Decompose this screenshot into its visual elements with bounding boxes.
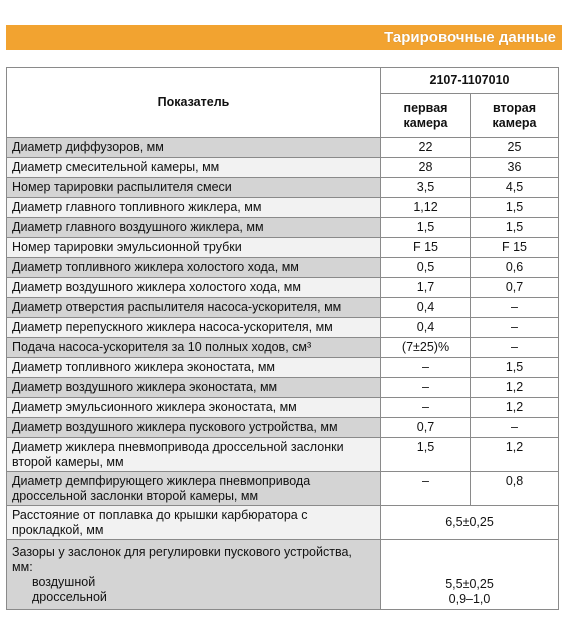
table-row <box>7 298 559 318</box>
parameter-name: Диаметр воздушного жиклера эконостата, мм <box>7 378 381 398</box>
second-chamber-value: 4,5 <box>471 178 559 198</box>
first-chamber-value: F 15 <box>381 238 471 258</box>
second-chamber-header: вторая камера <box>471 94 559 138</box>
parameter-name: Подача насоса-ускорителя за 10 полных ходов, см³ <box>7 338 381 358</box>
parameter-name: Диаметр отверстия распылителя насоса-ускорителя, мм <box>7 298 381 318</box>
parameter-name: Диаметр диффузоров, мм <box>7 138 381 158</box>
table-row <box>7 358 559 378</box>
table-row <box>7 418 559 438</box>
top-band <box>0 0 564 22</box>
second-chamber-value: – <box>471 318 559 338</box>
table-row <box>7 398 559 418</box>
second-chamber-value: 36 <box>471 158 559 178</box>
first-chamber-value: 0,4 <box>381 318 471 338</box>
section-title: Тарировочные данные <box>384 29 556 46</box>
first-chamber-value: 1,7 <box>381 278 471 298</box>
parameter-name: Диаметр топливного жиклера холостого хода, мм <box>7 258 381 278</box>
second-chamber-value: – <box>471 338 559 358</box>
parameter-name: Диаметр главного топливного жиклера, мм <box>7 198 381 218</box>
second-chamber-value: 0,6 <box>471 258 559 278</box>
parameter-name: Диаметр главного воздушного жиклера, мм <box>7 218 381 238</box>
second-chamber-value: F 15 <box>471 238 559 258</box>
calibration-table-container <box>6 67 558 610</box>
first-chamber-value: 3,5 <box>381 178 471 198</box>
table-row <box>7 218 559 238</box>
param-column-header: Показатель <box>7 68 381 138</box>
gap-label: Зазоры у заслонок для регулировки пускового устройства, мм: <box>12 544 352 574</box>
parameter-name: Диаметр воздушного жиклера пускового устройства, мм <box>7 418 381 438</box>
second-chamber-value: 1,5 <box>471 358 559 378</box>
parameter-name: Диаметр топливного жиклера эконостата, мм <box>7 358 381 378</box>
second-chamber-value: 1,2 <box>471 378 559 398</box>
parameter-name: Диаметр воздушного жиклера холостого хода, мм <box>7 278 381 298</box>
table-row <box>7 378 559 398</box>
second-chamber-value: 25 <box>471 138 559 158</box>
parameter-name: Диаметр жиклера пневмопривода дроссельной заслонки второй камеры, мм <box>7 438 381 472</box>
calibration-table <box>6 67 559 610</box>
gap-air-value: 5,5±0,25 <box>445 577 494 591</box>
first-chamber-value: 28 <box>381 158 471 178</box>
first-chamber-value: 22 <box>381 138 471 158</box>
second-chamber-value: – <box>471 418 559 438</box>
table-row <box>7 258 559 278</box>
gap-throttle-label: дроссельной <box>32 589 107 604</box>
section-title-banner <box>6 25 562 50</box>
parameter-name: Номер тарировки распылителя смеси <box>7 178 381 198</box>
first-chamber-value: – <box>381 358 471 378</box>
float-distance-row <box>7 506 559 540</box>
parameter-name: Диаметр смесительной камеры, мм <box>7 158 381 178</box>
gap-throttle-value: 0,9–1,0 <box>448 592 491 606</box>
table-row <box>7 438 559 472</box>
second-chamber-value: 1,2 <box>471 438 559 472</box>
gap-row <box>7 540 559 610</box>
first-chamber-value: 1,12 <box>381 198 471 218</box>
second-chamber-value: 1,5 <box>471 198 559 218</box>
table-row <box>7 138 559 158</box>
table-row <box>7 278 559 298</box>
table-body <box>7 138 559 506</box>
first-chamber-value: 0,7 <box>381 418 471 438</box>
first-chamber-value: – <box>381 398 471 418</box>
first-chamber-value: – <box>381 472 471 506</box>
first-chamber-value: 1,5 <box>381 218 471 238</box>
first-chamber-value: 0,5 <box>381 258 471 278</box>
model-header: 2107-1107010 <box>381 68 559 94</box>
table-row <box>7 338 559 358</box>
parameter-name: Диаметр перепускного жиклера насоса-ускорителя, мм <box>7 318 381 338</box>
table-row <box>7 238 559 258</box>
second-chamber-value: 0,7 <box>471 278 559 298</box>
second-chamber-value: – <box>471 298 559 318</box>
second-chamber-value: 1,2 <box>471 398 559 418</box>
table-row <box>7 158 559 178</box>
parameter-name: Номер тарировки эмульсионной трубки <box>7 238 381 258</box>
float-distance-value: 6,5±0,25 <box>381 506 559 540</box>
second-chamber-value: 1,5 <box>471 218 559 238</box>
table-row <box>7 472 559 506</box>
first-chamber-value: – <box>381 378 471 398</box>
first-chamber-value: 0,4 <box>381 298 471 318</box>
first-chamber-value: 1,5 <box>381 438 471 472</box>
table-row <box>7 178 559 198</box>
float-distance-label: Расстояние от поплавка до крышки карбюратора с прокладкой, мм <box>7 506 381 540</box>
table-row <box>7 318 559 338</box>
first-chamber-header: первая камера <box>381 94 471 138</box>
table-row <box>7 198 559 218</box>
first-chamber-value: (7±25)% <box>381 338 471 358</box>
parameter-name: Диаметр эмульсионного жиклера эконостата, мм <box>7 398 381 418</box>
gap-air-label: воздушной <box>32 574 96 589</box>
second-chamber-value: 0,8 <box>471 472 559 506</box>
parameter-name: Диаметр демпфирующего жиклера пневмопривода дроссельной заслонки второй камеры, мм <box>7 472 381 506</box>
